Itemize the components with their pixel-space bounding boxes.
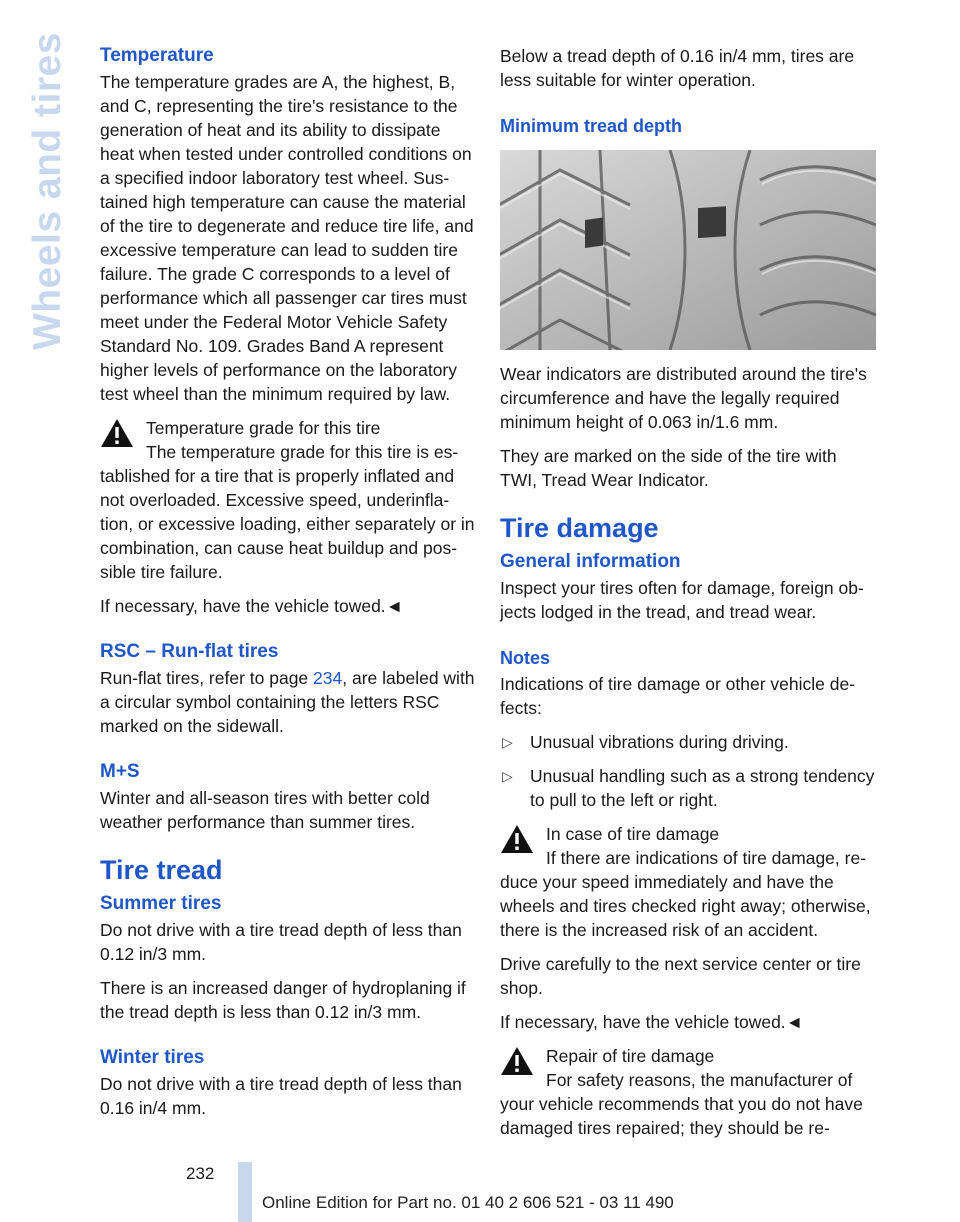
right-column [500, 44, 876, 1150]
warning-title: In case of tire damage [546, 824, 720, 844]
min-tread-heading: Minimum tread depth [500, 116, 683, 136]
towed-paragraph: If necessary, have the vehicle towed.◄ [100, 596, 403, 616]
rsc-heading: RSC – Run-flat tires [100, 641, 279, 662]
warning-text: The temperature grade for this tire is established for a tire that is properly inflated and not overloaded. Excessive speed, underinflation, or excessive loading, either separately or in combination, can cause heat buildup and possible tire failure. [100, 442, 475, 582]
warning-text: For safety reasons, the manufacturer of your vehicle recommends that you do not have damaged tires repaired; they should be re- [500, 1070, 863, 1138]
notes-heading: Notes [500, 648, 551, 668]
temperature-paragraph: The temperature grades are A, the highest, B, and C, representing the tire's resistance to the generation of heat and its ability to dissipate heat when tested under controlled conditions on a specified indoor laboratory test wheel. Sustained high temperature can cause the material of the tire to degenerate and reduce tire life, and excessive temperature can lead to sudden tire failure. The grade C corresponds to a level of performance which all passenger car tires must meet under the Federal Motor Vehicle Safety Standard No. 109. Grades Band A represent higher levels of performance on the laboratory test wheel than the minimum required by law. [100, 72, 474, 404]
drive-paragraph: Drive carefully to the next service center or tire shop. [500, 954, 861, 998]
ms-heading: M+S [100, 761, 140, 782]
tire-tread-photo [500, 150, 876, 350]
warning-icon [100, 418, 134, 448]
left-column [100, 44, 476, 1130]
tread-heading: Tire tread [100, 855, 223, 885]
summer-heading: Summer tires [100, 893, 222, 914]
winter-paragraph: Do not drive with a tire tread depth of less than 0.16 in/4 mm. [100, 1074, 462, 1118]
bullet-icon: ▷ [502, 768, 513, 784]
bullet-icon: ▷ [502, 734, 513, 750]
warning-title: Repair of tire damage [546, 1046, 715, 1066]
page-link[interactable]: 234 [313, 668, 343, 688]
general-paragraph: Inspect your tires often for damage, foreign objects lodged in the tread, and tread wear. [500, 578, 864, 622]
repair-warning [500, 1044, 876, 1140]
general-heading: General information [500, 551, 681, 572]
online-edition: Online Edition for Part no. 01 40 2 606 521 - 03 11 490 [262, 1193, 674, 1212]
notes-paragraph: Indications of tire damage or other vehicle defects: [500, 674, 856, 718]
indications-list [500, 730, 876, 812]
summer-paragraph-1: Do not drive with a tire tread depth of less than 0.12 in/3 mm. [100, 920, 462, 964]
damage-heading: Tire damage [500, 513, 659, 543]
list-item-text: Unusual handling such as a strong tendency to pull to the left or right. [530, 766, 875, 810]
warning-icon [500, 824, 534, 854]
warning-title: Temperature grade for this tire [146, 418, 381, 438]
list-item [500, 730, 876, 754]
page-number: 232 [186, 1164, 215, 1183]
temperature-warning [100, 416, 476, 584]
towed-paragraph: If necessary, have the vehicle towed.◄ [500, 1012, 803, 1032]
list-item-text: Unusual vibrations during driving. [530, 732, 789, 752]
list-item [500, 764, 876, 812]
footer-bar [238, 1162, 252, 1222]
rsc-text-before: Run-flat tires, refer to page [100, 668, 314, 688]
summer-paragraph-2: There is an increased danger of hydroplaning if the tread depth is less than 0.12 in/3 mm. [100, 978, 466, 1022]
winter-heading: Winter tires [100, 1047, 205, 1068]
ms-paragraph: Winter and all-season tires with better cold weather performance than summer tires. [100, 788, 430, 832]
temperature-heading: Temperature [100, 45, 214, 66]
wear-paragraph: Wear indicators are distributed around the tire's circumference and have the legally required minimum height of 0.063 in/1.6 mm. [500, 364, 867, 432]
side-tab [22, 32, 72, 360]
side-tab-label: Wheels and tires [26, 32, 69, 350]
rsc-text-after: , are labeled with a circular symbol containing the letters RSC marked on the sidewall. [100, 668, 475, 736]
warning-icon [500, 1046, 534, 1076]
twi-paragraph: They are marked on the side of the tire with TWI, Tread Wear Indicator. [500, 446, 837, 490]
rsc-paragraph [100, 666, 476, 738]
damage-warning [500, 822, 876, 942]
warning-text: If there are indications of tire damage, reduce your speed immediately and have the wheels and tires checked right away; otherwise, there is the increased risk of an accident. [500, 848, 871, 940]
winter-continued: Below a tread depth of 0.16 in/4 mm, tires are less suitable for winter operation. [500, 46, 855, 90]
